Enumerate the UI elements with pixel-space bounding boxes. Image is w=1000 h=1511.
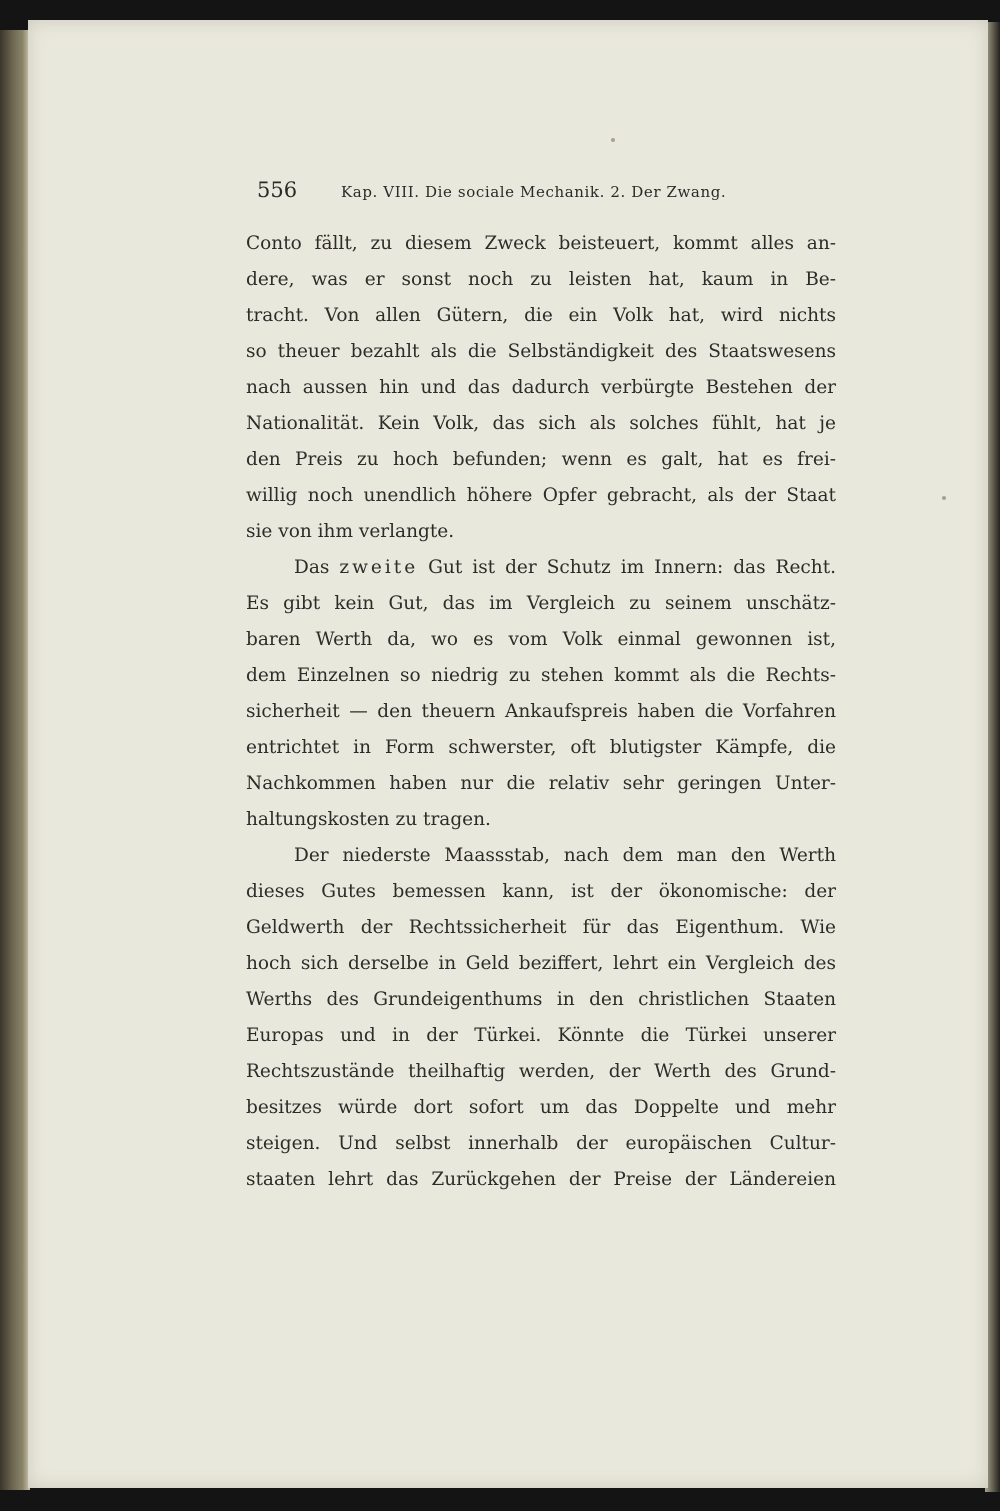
text-line: dere, was er sonst noch zu leisten hat, kaum in Be- — [246, 269, 836, 290]
running-head — [257, 178, 797, 218]
book-binding-edge — [0, 30, 30, 1490]
chapter-header: Kap. VIII. Die sociale Mechanik. 2. Der Zwang. — [341, 183, 727, 201]
text-line: sicherheit — den theuern Ankaufspreis haben die Vorfahren — [246, 701, 836, 722]
text-line: Nachkommen haben nur die relativ sehr geringen Unter- — [246, 773, 836, 794]
text-line: Conto fällt, zu diesem Zweck beisteuert, kommt alles an- — [246, 233, 836, 254]
body-text — [246, 226, 836, 1198]
emphasized-word: zweite — [339, 557, 419, 578]
text-line: Es gibt kein Gut, das im Vergleich zu seinem unschätz- — [246, 593, 836, 614]
text-line: Europas und in der Türkei. Könnte die Türkei unserer — [246, 1025, 836, 1046]
text-line: so theuer bezahlt als die Selbständigkeit des Staatswesens — [246, 341, 836, 362]
text-line: Rechtszustände theilhaftig werden, der Werth des Grund- — [246, 1061, 836, 1082]
text-line: Der niederste Maassstab, nach dem man den Werth — [294, 845, 836, 866]
text-line: dieses Gutes bemessen kann, ist der ökonomische: der — [246, 881, 836, 902]
text-line: tracht. Von allen Gütern, die ein Volk hat, wird nichts — [246, 305, 836, 326]
text-line: Werths des Grundeigenthums in den christlichen Staaten — [246, 989, 836, 1010]
paragraph-start-word: Das — [294, 557, 330, 578]
text-line: steigen. Und selbst innerhalb der europäischen Cultur- — [246, 1133, 836, 1154]
text-line-rest: Gut ist der Schutz im Innern: das Recht. — [428, 557, 836, 578]
text-line: den Preis zu hoch befunden; wenn es galt, hat es frei- — [246, 449, 836, 470]
text-line: Nationalität. Kein Volk, das sich als solches fühlt, hat je — [246, 413, 836, 434]
text-line: dem Einzelnen so niedrig zu stehen kommt als die Rechts- — [246, 665, 836, 686]
text-line: staaten lehrt das Zurückgehen der Preise der Ländereien — [246, 1169, 836, 1190]
paper-speck — [611, 138, 615, 142]
paragraph-start-line — [246, 550, 836, 586]
text-line: hoch sich derselbe in Geld beziffert, lehrt ein Vergleich des — [246, 953, 836, 974]
text-line: willig noch unendlich höhere Opfer gebracht, als der Staat — [246, 485, 836, 506]
text-line: haltungskosten zu tragen. — [246, 809, 491, 830]
text-line: Geldwerth der Rechtssicherheit für das Eigenthum. Wie — [246, 917, 836, 938]
page-number: 556 — [257, 178, 298, 202]
text-line: baren Werth da, wo es vom Volk einmal gewonnen ist, — [246, 629, 836, 650]
text-line: nach aussen hin und das dadurch verbürgte Bestehen der — [246, 377, 836, 398]
text-line: besitzes würde dort sofort um das Doppelte und mehr — [246, 1097, 836, 1118]
text-line: entrichtet in Form schwerster, oft blutigster Kämpfe, die — [246, 737, 836, 758]
paper-speck — [942, 496, 946, 500]
text-line: sie von ihm verlangte. — [246, 521, 455, 542]
